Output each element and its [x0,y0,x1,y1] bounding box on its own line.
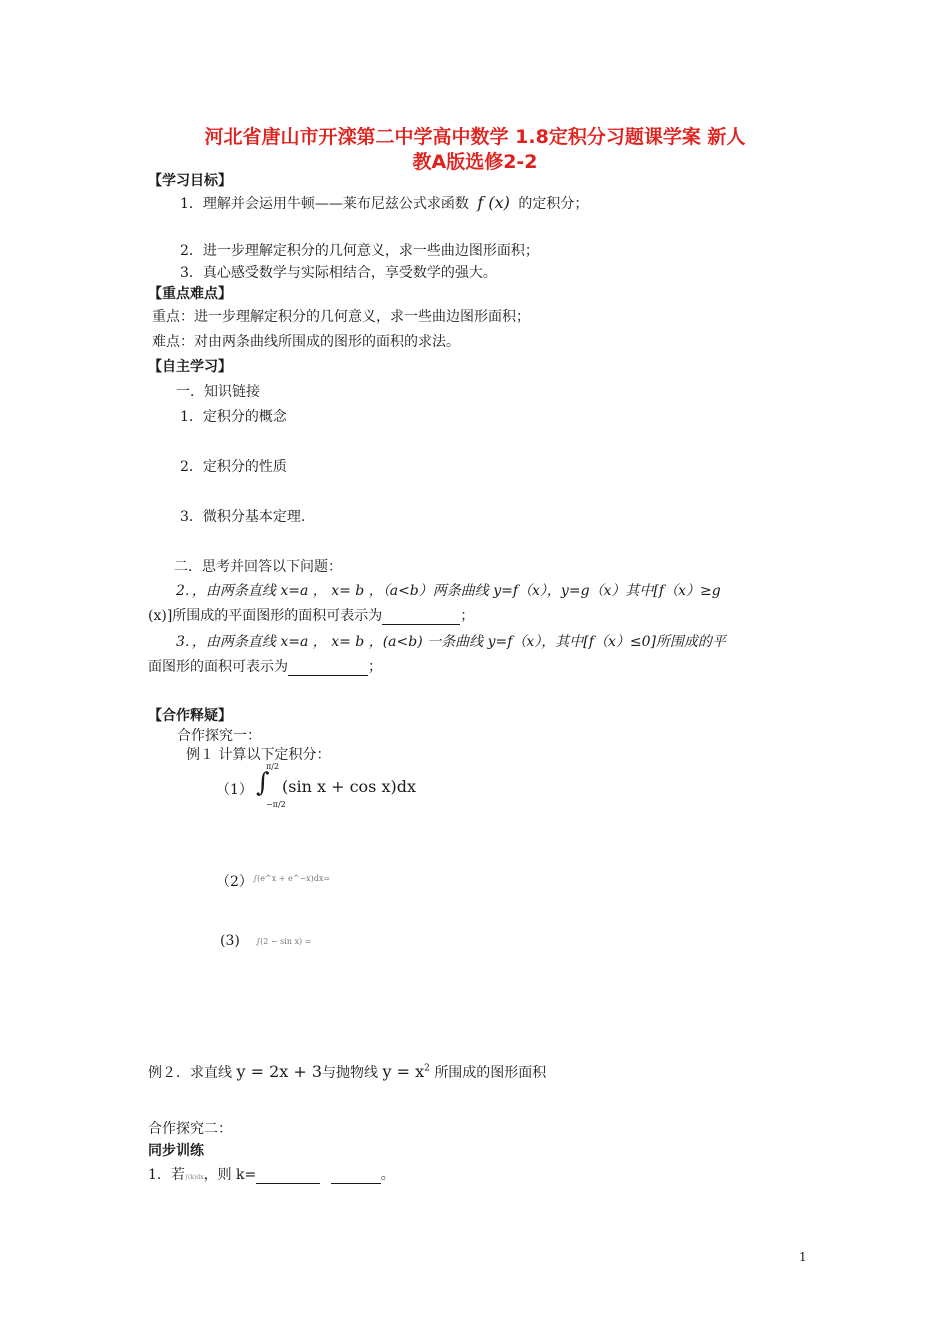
parabola-exponent: 2 [424,1063,430,1074]
goal-item-2: 2．进一步理解定积分的几何意义，求一些曲边图形面积； [180,243,539,259]
answer-blank-k-2[interactable] [331,1169,381,1184]
page-title-line1: 河北省唐山市开滦第二中学高中数学 1.8定积分习题课学案 新人 [204,126,746,148]
goals-header: 【学习目标】 [148,173,232,189]
coop-header: 【合作释疑】 [148,708,232,724]
goal-item-1-text: 1．理解并会运用牛顿——莱布尼兹公式求函数 [180,196,469,212]
practice-header: 同步训练 [148,1143,204,1159]
practice-item-1-prefix: 1．若 [148,1167,185,1183]
example-2-suffix: 所围成的图形面积 [434,1065,547,1081]
function-fx: f (x) [477,193,510,212]
problem-2-label: （2） [216,874,253,890]
answer-blank-q3[interactable] [288,661,368,676]
knowledge-item-1: 1．定积分的概念 [180,409,287,425]
example-2-middle: 与抛物线 [322,1065,379,1081]
section-knowledge-link: 一．知识链接 [176,384,260,400]
line-equation: y = 2x + 3 [236,1062,323,1081]
page-number: 1 [799,1250,807,1264]
key-focus: 重点：进一步理解定积分的几何意义，求一些曲边图形面积； [152,309,530,325]
practice-item-1-middle: ，则 k= [203,1167,257,1183]
problem-1-label: （1） [216,782,253,798]
question-3-end: ； [368,659,382,675]
problem-3-label: (3) [220,933,240,949]
example-2 [148,1062,546,1082]
example-2-prefix: 例２．求直线 [148,1065,232,1081]
question-2-line-2 [148,605,474,625]
answer-blank-q2[interactable] [382,610,460,625]
goal-item-1-suffix: 的定积分； [518,196,589,212]
key-header: 【重点难点】 [148,286,232,302]
question-2-text: (x)]所围成的平面图形的面积可表示为 [148,608,383,624]
parabola-base: y = x [382,1062,425,1081]
parabola-equation [382,1062,429,1081]
self-study-header: 【自主学习】 [148,359,232,375]
knowledge-item-3: 3．微积分基本定理. [180,509,306,525]
practice-item-1-end: 。 [380,1167,395,1183]
integral-1-expression: (sin x + cos x)dx [282,777,416,796]
key-difficulty: 难点：对由两条曲线所围成的图形的面积的求法。 [152,334,460,350]
explore-2-label: 合作探究二： [148,1121,232,1137]
question-2-line-1: 2．，由两条直线 x=a ， x= b ，（a<b）两条曲线 y=f（x），y=g（x）其中[f（x）≥g [176,583,721,599]
integral-2-expression: ∫(e^x + e^−x)dx= [253,874,331,883]
goal-item-1 [180,193,588,213]
integral-lower-limit: −π/2 [266,800,286,809]
question-2-end: ； [460,608,475,624]
question-3-text: 面图形的面积可表示为 [148,659,288,675]
answer-blank-k-1[interactable] [256,1169,320,1184]
integral-upper-limit: π/2 [266,762,280,771]
section-think-answer: 二．思考并回答以下问题： [174,559,342,575]
practice-item-1 [148,1164,395,1184]
question-3-line-1: 3．，由两条直线 x=a ， x= b ，(a<b) 一条曲线 y=f（x），其中[f（x）≤0]所围成的平 [176,634,726,650]
knowledge-item-2: 2．定积分的性质 [180,459,287,475]
practice-inline-formula: ∫(k)dx [184,1174,204,1181]
question-3-line-2 [148,656,382,676]
integral-3-expression: ∫(2 − sin x) = [256,937,312,946]
page-title-line2: 教A版选修2-2 [412,151,538,173]
goal-item-3: 3．真心感受数学与实际相结合，享受数学的强大。 [180,265,497,281]
example-1-title: 例１ 计算以下定积分： [186,747,331,763]
explore-1-label: 合作探究一： [177,728,261,744]
integral-sign: ∫ [256,768,270,798]
